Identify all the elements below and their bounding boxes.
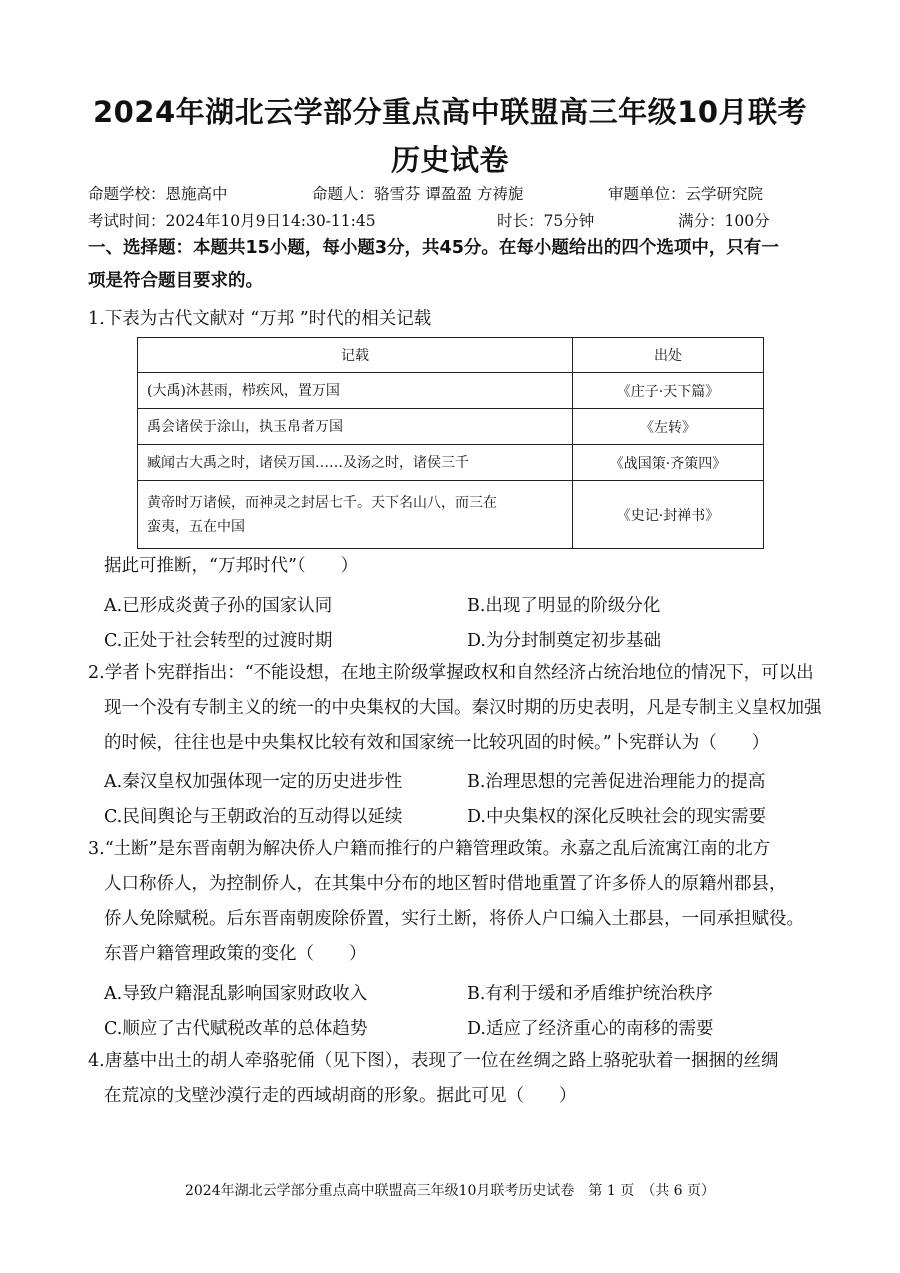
q3-option-b: B.有利于缓和矛盾维护统治秩序	[467, 984, 713, 1004]
table-row	[138, 445, 764, 481]
section-instructions	[88, 232, 828, 298]
table-row	[138, 409, 764, 445]
subject-title: 历史试卷	[390, 143, 509, 177]
q3-line-2: 人口称侨人，为控制侨人，在其集中分布的地区暂时借地重置了许多侨人的原籍州郡县，	[104, 874, 787, 894]
record-line-2: 蛮夷，五在中国	[147, 518, 245, 535]
section-line-2: 项是符合题目要求的。	[88, 271, 263, 291]
q2-option-c: C.民间舆论与王朝政治的互动得以延续	[104, 807, 403, 827]
q2-stem	[88, 656, 822, 761]
q1-follow: 据此可推断，“万邦时代”（ ）	[104, 556, 359, 576]
q1-option-a: A.已形成炎黄子孙的国家认同	[104, 596, 333, 616]
q1-option-c: C.正处于社会转型的过渡时期	[104, 631, 333, 651]
table-row	[138, 373, 764, 409]
q1-option-d: D.为分封制奠定初步基础	[467, 631, 661, 651]
table-cell-record: 臧闻古大禹之时，诸侯万国……及汤之时，诸侯三千	[138, 445, 573, 481]
q4-line-1: 4.唐墓中出土的胡人牵骆驼俑（见下图），表现了一位在丝绸之路上骆驼驮着一捆捆的丝绸	[88, 1051, 779, 1071]
section-line-1: 一、选择题：本题共15小题，每小题3分，共45分。在每小题给出的四个选项中，只有一	[88, 238, 779, 258]
table-cell-source: 《史记·封禅书》	[573, 481, 764, 549]
q3-line-1: 3.“土断”是东晋南朝为解决侨人户籍而推行的户籍管理政策。永嘉之乱后流寓江南的北方	[88, 839, 771, 859]
table-header-record: 记载	[138, 338, 573, 373]
table-cell-source: 《左转》	[573, 409, 764, 445]
meta-time: 考试时间：2024年10月9日14:30-11:45	[88, 212, 376, 230]
meta-reviewer: 审题单位：云学研究院	[608, 185, 764, 203]
table-header-source: 出处	[573, 338, 764, 373]
q3-line-4: 东晋户籍管理政策的变化（ ）	[104, 944, 367, 964]
q2-line-2: 现一个没有专制主义的统一的中央集权的大国。秦汉时期的历史表明，凡是专制主义皇权加强	[104, 698, 822, 718]
meta-score: 满分：100分	[678, 212, 770, 230]
record-line-1: 黄帝时万诸候，而神灵之封居七千。天下名山八，而三在	[147, 494, 497, 511]
q2-option-b: B.治理思想的完善促进治理能力的提高	[467, 772, 766, 792]
meta-school: 命题学校：恩施高中	[88, 185, 228, 203]
table-cell-source: 《庄子·天下篇》	[573, 373, 764, 409]
table-cell-source: 《战国策·齐策四》	[573, 445, 764, 481]
page-footer: 2024年湖北云学部分重点高中联盟高三年级10月联考历史试卷 第 1 页 （共 6 页）	[184, 1183, 716, 1199]
q3-option-a: A.导致户籍混乱影响国家财政收入	[104, 984, 368, 1004]
q3-option-d: D.适应了经济重心的南移的需要	[467, 1019, 714, 1039]
q2-option-a: A.秦汉皇权加强体现一定的历史进步性	[104, 772, 403, 792]
meta-duration: 时长：75分钟	[497, 212, 595, 230]
q1-stem: 1.下表为古代文献对 “万邦 ”时代的相关记载	[88, 309, 432, 329]
q4-stem	[88, 1044, 818, 1114]
q2-line-1: 2.学者卜宪群指出：“不能设想，在地主阶级掌握政权和自然经济占统治地位的情况下，可以出	[88, 663, 814, 683]
q1-option-b: B.出现了明显的阶级分化	[467, 596, 661, 616]
table-row	[138, 481, 764, 549]
table-header-row	[138, 338, 764, 373]
table-cell-record	[138, 481, 573, 549]
q3-stem	[88, 832, 818, 972]
table-cell-record: (大禹)沐甚雨，栉疾风，置万国	[138, 373, 573, 409]
q2-line-3: 的时候，往往也是中央集权比较有效和国家统一比较巩固的时候。”卜宪群认为（ ）	[104, 733, 770, 753]
q2-option-d: D.中央集权的深化反映社会的现实需要	[467, 807, 766, 827]
table-cell-record: 禹会诸侯于涂山，执玉帛者万国	[138, 409, 573, 445]
q3-line-3: 侨人免除赋税。后东晋南朝废除侨置，实行土断，将侨人户口编入土郡县，一同承担赋役。	[104, 909, 804, 929]
q4-line-2: 在荒凉的戈壁沙漠行走的西域胡商的形象。据此可见（ ）	[104, 1086, 577, 1106]
q3-option-c: C.顺应了古代赋税改革的总体趋势	[104, 1019, 368, 1039]
exam-title: 2024年湖北云学部分重点高中联盟高三年级10月联考	[92, 95, 808, 129]
q1-source-table	[137, 337, 764, 549]
meta-authors: 命题人：骆雪芬 谭盈盈 方祷旎	[312, 185, 524, 203]
